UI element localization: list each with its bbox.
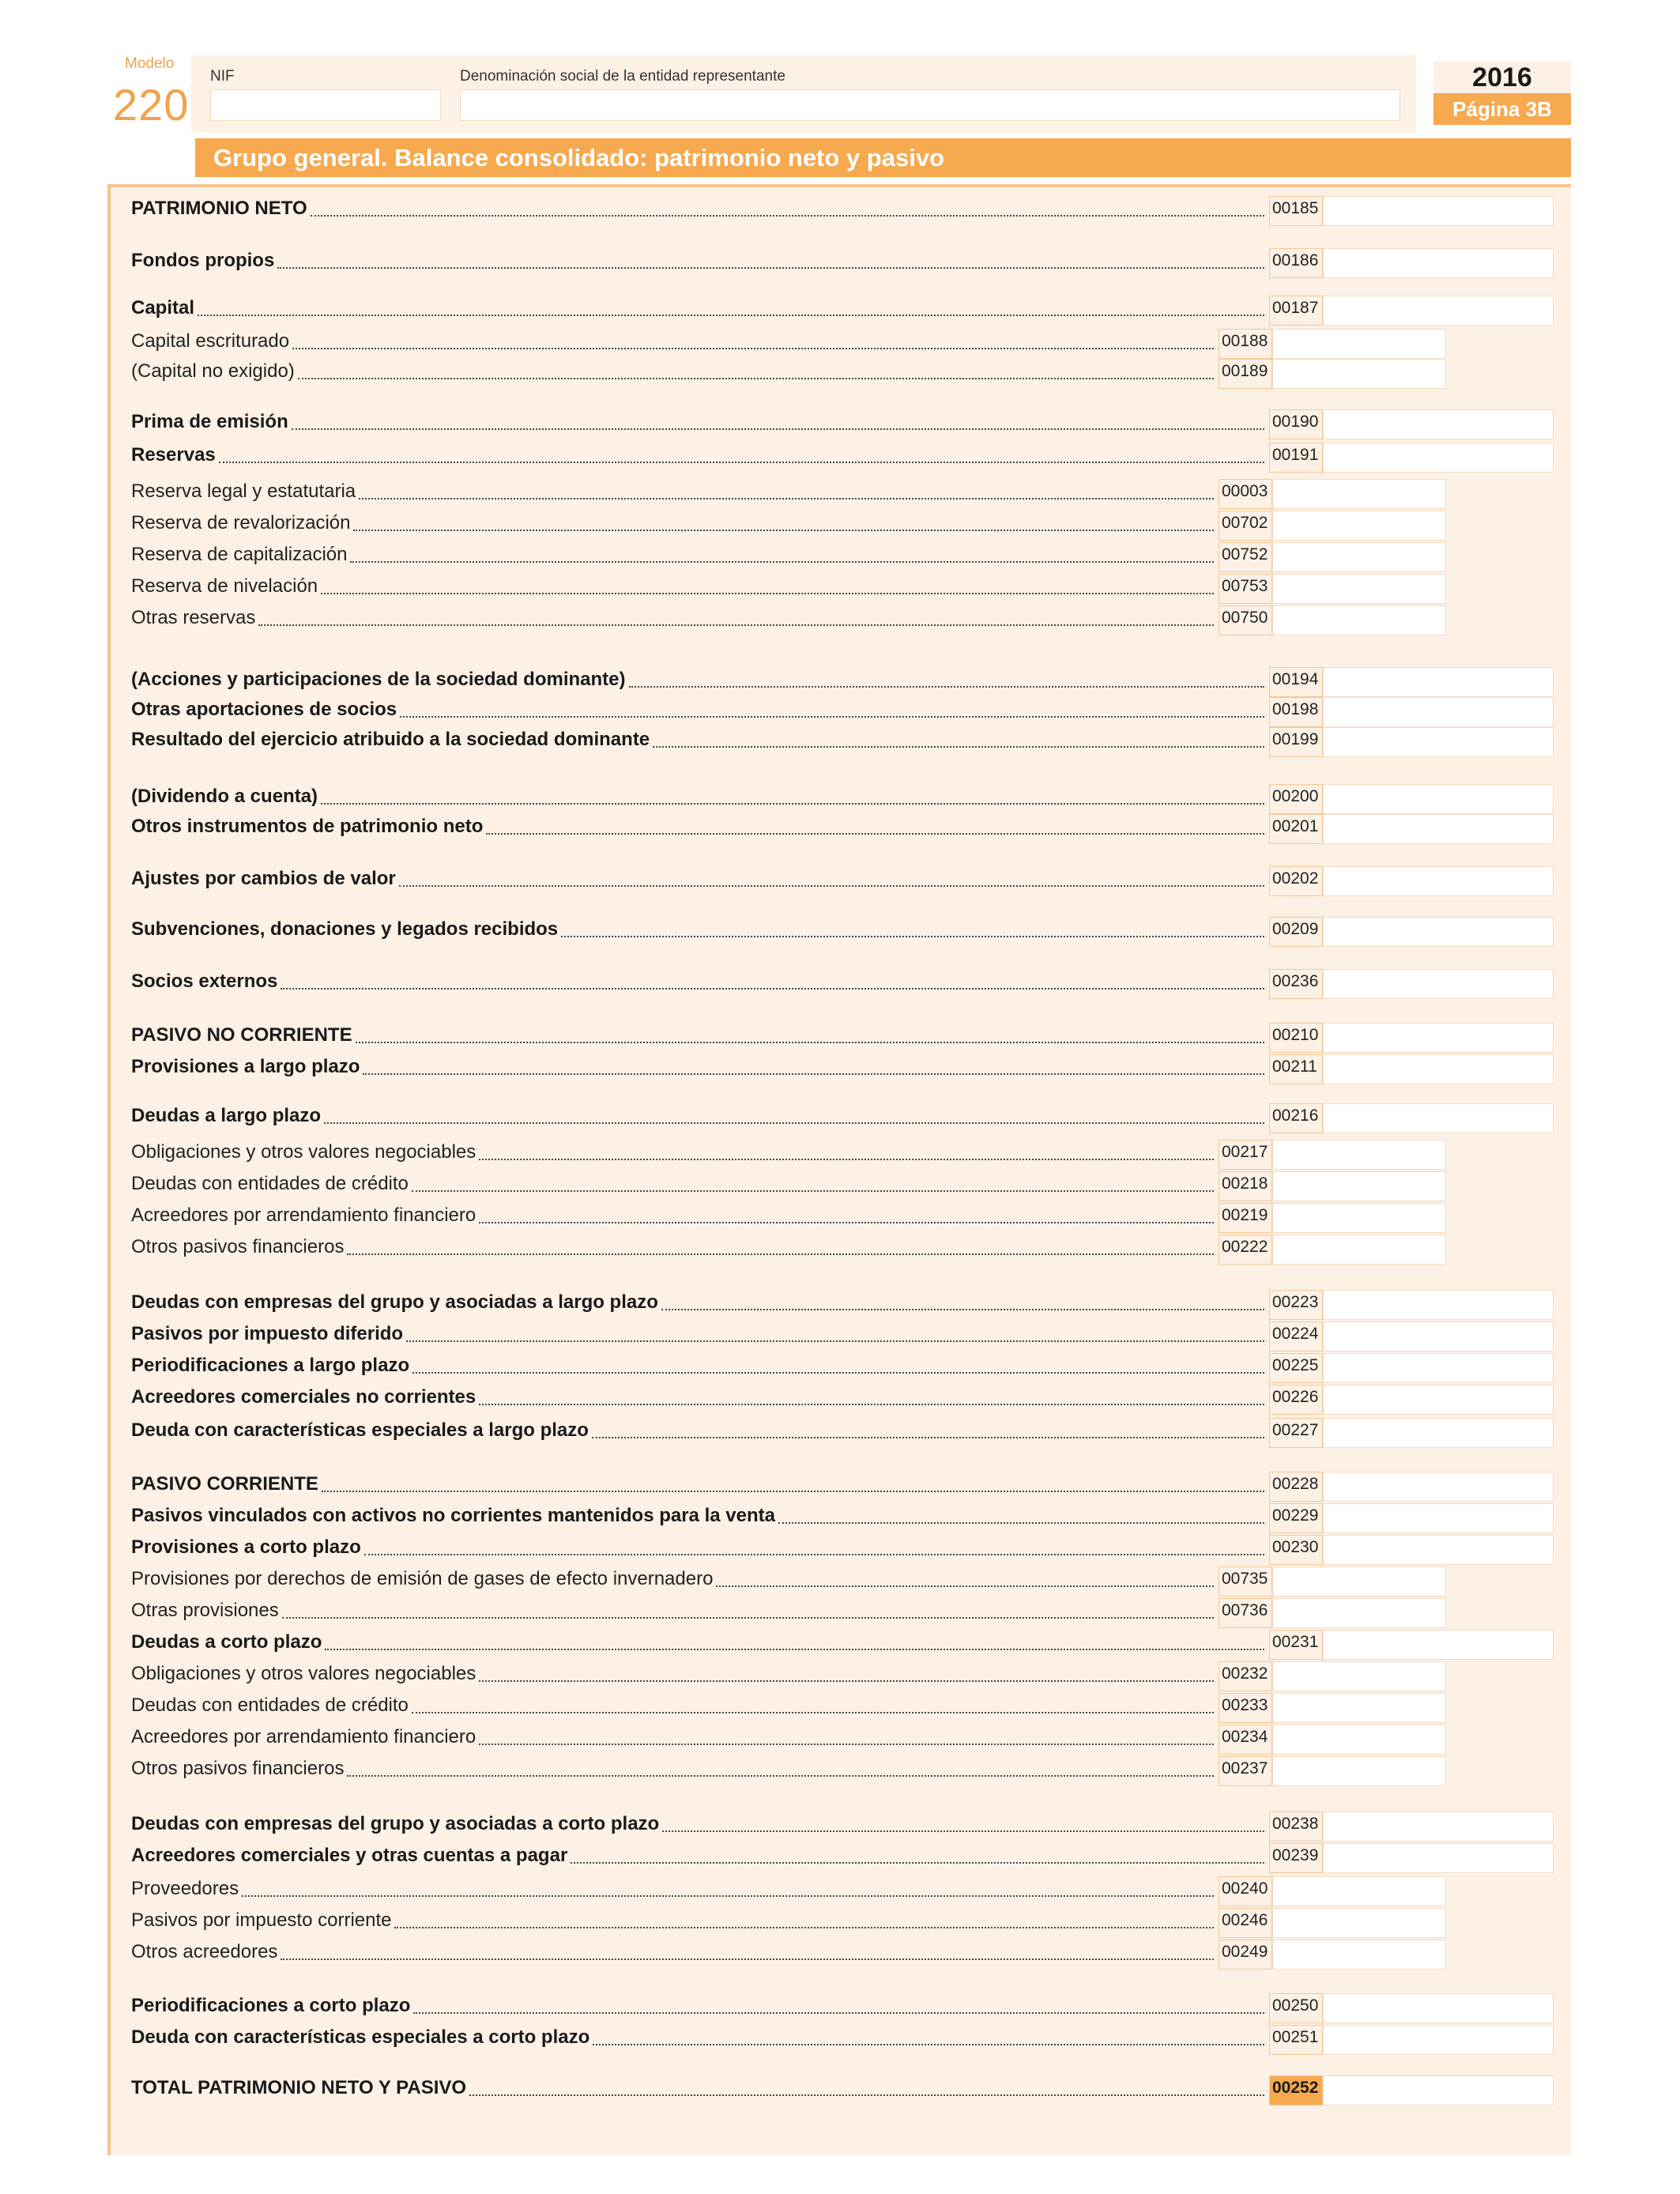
amount-field[interactable]: [1323, 196, 1554, 226]
form-row: [131, 1057, 1269, 1078]
row-label: Deuda con características especiales a largo plazo: [131, 1419, 589, 1441]
box-code: 00249: [1219, 1940, 1272, 1970]
leader-dots: [479, 1222, 1214, 1223]
box-code: 00199: [1269, 727, 1323, 757]
leader-dots: [321, 593, 1214, 594]
form-row: [131, 1879, 1219, 1900]
form-row: [131, 869, 1269, 890]
row-label: Reserva de capitalización: [131, 544, 348, 565]
amount-field[interactable]: [1323, 2075, 1554, 2105]
leader-dots: [363, 1073, 1264, 1075]
row-label: Resultado del ejercicio atribuido a la sociedad dominante: [131, 729, 650, 750]
box-code: 00239: [1269, 1843, 1323, 1873]
form-row: [131, 700, 1269, 721]
row-label: Deudas a corto plazo: [131, 1631, 322, 1653]
amount-field[interactable]: [1323, 784, 1554, 814]
amount-field[interactable]: [1272, 1598, 1446, 1628]
form-row: [131, 413, 1269, 433]
amount-field[interactable]: [1323, 1385, 1554, 1415]
row-label: Otras reservas: [131, 607, 256, 628]
form-row: [131, 1911, 1219, 1932]
row-label: PATRIMONIO NETO: [131, 198, 307, 219]
amount-field[interactable]: [1323, 814, 1554, 844]
amount-field[interactable]: [1272, 1140, 1446, 1170]
box-code: 00229: [1269, 1503, 1323, 1533]
nif-field[interactable]: [210, 89, 441, 121]
amount-field[interactable]: [1272, 1171, 1446, 1201]
leader-dots: [219, 462, 1264, 463]
form-row: [131, 446, 1269, 466]
row-label: PASIVO CORRIENTE: [131, 1473, 318, 1495]
leader-dots: [347, 1253, 1214, 1255]
form-row: [131, 1570, 1219, 1590]
form-row: [131, 1846, 1269, 1867]
leader-dots: [778, 1522, 1264, 1524]
row-label: Proveedores: [131, 1878, 239, 1899]
amount-field[interactable]: [1323, 1843, 1554, 1873]
form-row: [131, 1238, 1219, 1258]
row-label: Pasivos vinculados con activos no corrientes mantenidos para la venta: [131, 1505, 775, 1526]
leader-dots: [593, 2044, 1264, 2045]
row-label: Pasivos por impuesto corriente: [131, 1909, 392, 1931]
leader-dots: [258, 624, 1214, 626]
box-code: 00216: [1269, 1103, 1323, 1133]
row-label: Acreedores por arrendamiento financiero: [131, 1726, 477, 1747]
amount-field[interactable]: [1272, 329, 1446, 359]
form-row: [131, 1633, 1269, 1653]
amount-field[interactable]: [1323, 1418, 1554, 1448]
leader-dots: [479, 1680, 1214, 1682]
amount-field[interactable]: [1272, 1876, 1446, 1906]
amount-field[interactable]: [1272, 359, 1446, 389]
box-code: 00251: [1269, 2025, 1323, 2055]
amount-field[interactable]: [1323, 667, 1554, 697]
form-row: [131, 251, 1269, 272]
box-code: 00237: [1219, 1756, 1272, 1786]
row-label: Fondos propios: [131, 250, 275, 271]
box-code: 00226: [1269, 1385, 1323, 1415]
leader-dots: [198, 315, 1264, 316]
box-code: 00218: [1219, 1171, 1272, 1201]
amount-field[interactable]: [1323, 1630, 1554, 1660]
box-code: 00187: [1269, 296, 1323, 326]
form-row: [131, 199, 1269, 220]
amount-field[interactable]: [1272, 605, 1446, 635]
form-row: [131, 1356, 1269, 1377]
row-label: Acreedores comerciales y otras cuentas a pagar: [131, 1845, 568, 1866]
box-code: 00750: [1219, 605, 1272, 635]
page-badge: Página 3B: [1433, 93, 1571, 125]
leader-dots: [469, 2094, 1264, 2096]
amount-field[interactable]: [1323, 697, 1554, 727]
amount-field[interactable]: [1323, 1993, 1554, 2023]
box-code: 00201: [1269, 814, 1323, 844]
form-row: [131, 1696, 1219, 1717]
box-code: 00191: [1269, 443, 1323, 473]
amount-field[interactable]: [1272, 1661, 1446, 1691]
box-code: 00194: [1269, 667, 1323, 697]
box-code: 00752: [1219, 542, 1272, 572]
form-row: [131, 1206, 1219, 1227]
amount-field[interactable]: [1323, 1811, 1554, 1842]
form-row: [131, 1106, 1269, 1127]
row-label: (Dividendo a cuenta): [131, 786, 318, 807]
box-code: 00188: [1219, 329, 1272, 359]
amount-field[interactable]: [1272, 1235, 1446, 1265]
row-label: Otros pasivos financieros: [131, 1758, 345, 1779]
amount-field[interactable]: [1272, 1908, 1446, 1938]
form-row: [131, 817, 1269, 838]
leader-dots: [662, 1830, 1264, 1832]
box-code: 00198: [1269, 697, 1323, 727]
form-row: [131, 609, 1219, 629]
box-code: 00735: [1219, 1566, 1272, 1596]
amount-field[interactable]: [1323, 1103, 1554, 1133]
leader-dots: [298, 378, 1214, 379]
form-row: [131, 514, 1219, 534]
row-label: Reserva de nivelación: [131, 575, 318, 597]
leader-dots: [292, 348, 1214, 349]
form-row: [131, 1388, 1269, 1408]
amount-field[interactable]: [1323, 2025, 1554, 2055]
box-code: 00189: [1219, 359, 1272, 389]
leader-dots: [406, 1340, 1264, 1342]
row-label: TOTAL PATRIMONIO NETO Y PASIVO: [131, 2077, 467, 2098]
amount-field[interactable]: [1272, 542, 1446, 572]
row-label: Pasivos por impuesto diferido: [131, 1323, 404, 1344]
amount-field[interactable]: [1323, 1290, 1554, 1320]
leader-dots: [716, 1585, 1214, 1587]
row-label: Reservas: [131, 444, 216, 466]
form-row: [131, 1728, 1219, 1748]
row-label: Ajustes por cambios de valor: [131, 868, 396, 889]
form-row: [131, 1943, 1219, 1963]
box-code: 00234: [1219, 1725, 1272, 1755]
row-label: Reserva legal y estatutaria: [131, 481, 356, 502]
row-label: Acreedores por arrendamiento financiero: [131, 1204, 477, 1226]
amount-field[interactable]: [1323, 296, 1554, 326]
leader-dots: [353, 530, 1214, 531]
row-label: Provisiones a corto plazo: [131, 1536, 361, 1558]
box-code: 00209: [1269, 917, 1323, 947]
form-row: [131, 299, 1269, 319]
leader-dots: [322, 1491, 1264, 1492]
amount-field[interactable]: [1272, 574, 1446, 604]
row-label: Otros acreedores: [131, 1941, 278, 1962]
amount-field[interactable]: [1323, 443, 1554, 473]
box-code: 00225: [1269, 1353, 1323, 1383]
amount-field[interactable]: [1272, 1756, 1446, 1786]
amount-field[interactable]: [1323, 866, 1554, 896]
form-row: [131, 1421, 1269, 1442]
form-row: [131, 1664, 1219, 1685]
amount-field[interactable]: [1323, 917, 1554, 947]
box-code: 00753: [1219, 574, 1272, 604]
box-code: 00224: [1269, 1321, 1323, 1351]
box-code: 00238: [1269, 1811, 1323, 1842]
row-label: Deudas con empresas del grupo y asociadas a largo plazo: [131, 1291, 658, 1313]
leader-dots: [311, 215, 1264, 217]
denominacion-label: Denominación social de la entidad representante: [460, 68, 785, 85]
leader-dots: [412, 1372, 1264, 1374]
box-code: 00210: [1269, 1023, 1323, 1053]
modelo-number: 220: [113, 80, 190, 130]
leader-dots: [364, 1554, 1264, 1555]
row-label: Capital: [131, 297, 195, 319]
row-label: Otros instrumentos de patrimonio neto: [131, 816, 484, 837]
amount-field[interactable]: [1323, 1472, 1554, 1502]
leader-dots: [324, 1122, 1264, 1124]
box-code: 00200: [1269, 784, 1323, 814]
box-code: 00252: [1269, 2075, 1323, 2105]
form-row: [131, 1996, 1269, 2017]
box-code: 00702: [1219, 511, 1272, 541]
row-label: Deuda con características especiales a corto plazo: [131, 2026, 590, 2048]
leader-dots: [321, 803, 1264, 805]
box-code: 00233: [1219, 1693, 1272, 1723]
box-code: 00211: [1269, 1054, 1323, 1084]
box-code: 00230: [1269, 1535, 1323, 1565]
form-row: [131, 482, 1219, 503]
form-row: [131, 1293, 1269, 1314]
amount-field[interactable]: [1323, 1054, 1554, 1084]
leader-dots: [347, 1775, 1214, 1777]
form-row: [131, 1759, 1219, 1780]
leader-dots: [479, 1404, 1264, 1405]
leader-dots: [486, 833, 1264, 835]
box-code: 00246: [1219, 1908, 1272, 1938]
leader-dots: [281, 988, 1264, 990]
box-code: 00219: [1219, 1203, 1272, 1233]
form-row: [131, 2028, 1269, 2049]
box-code: 00232: [1219, 1661, 1272, 1691]
row-label: Otras provisiones: [131, 1600, 279, 1621]
nif-label: NIF: [210, 68, 235, 85]
row-label: (Capital no exigido): [131, 360, 295, 382]
form-row: [131, 972, 1269, 993]
leader-dots: [629, 686, 1264, 688]
amount-field[interactable]: [1323, 248, 1554, 278]
form-row: [131, 1506, 1269, 1527]
amount-field[interactable]: [1323, 1321, 1554, 1351]
row-label: Obligaciones y otros valores negociables: [131, 1141, 477, 1163]
leader-dots: [359, 498, 1214, 499]
leader-dots: [325, 1649, 1264, 1650]
row-label: Deudas a largo plazo: [131, 1105, 322, 1126]
box-code: 00190: [1269, 409, 1323, 439]
box-code: 00003: [1219, 479, 1272, 509]
form-row: [131, 362, 1219, 383]
leader-dots: [282, 1617, 1214, 1619]
amount-field[interactable]: [1323, 727, 1554, 757]
row-label: Prima de emisión: [131, 411, 288, 432]
row-label: Deudas con entidades de crédito: [131, 1173, 409, 1194]
leader-dots: [242, 1895, 1214, 1897]
leader-dots: [277, 267, 1264, 269]
box-code: 00223: [1269, 1290, 1323, 1320]
form-row: [131, 1475, 1269, 1495]
amount-field[interactable]: [1272, 1725, 1446, 1755]
leader-dots: [350, 561, 1214, 563]
row-label: Otros pasivos financieros: [131, 1236, 345, 1257]
row-label: Provisiones por derechos de emisión de gases de efecto invernadero: [131, 1568, 714, 1589]
row-label: Otras aportaciones de socios: [131, 699, 397, 720]
amount-field[interactable]: [1272, 1203, 1446, 1233]
form-row: [131, 332, 1219, 352]
row-label: Periodificaciones a corto plazo: [131, 1995, 411, 2016]
leader-dots: [592, 1437, 1264, 1438]
amount-field[interactable]: [1323, 1023, 1554, 1053]
row-label: PASIVO NO CORRIENTE: [131, 1024, 352, 1046]
box-code: 00227: [1269, 1418, 1323, 1448]
row-label: Deudas con empresas del grupo y asociadas a corto plazo: [131, 1813, 660, 1834]
leader-dots: [412, 1190, 1214, 1192]
form-row: [131, 1026, 1269, 1046]
box-code: 00240: [1219, 1876, 1272, 1906]
form-row: [131, 577, 1219, 598]
leader-dots: [479, 1744, 1214, 1745]
box-code: 00236: [1269, 969, 1323, 999]
row-label: Obligaciones y otros valores negociables: [131, 1663, 477, 1684]
year-badge: 2016: [1433, 62, 1571, 93]
form-row: [131, 1815, 1269, 1835]
form-row: [131, 1143, 1219, 1163]
form-row: [131, 920, 1269, 941]
form-row: [131, 2079, 1269, 2099]
row-label: Socios externos: [131, 971, 278, 992]
modelo-label: Modelo: [125, 55, 175, 72]
form-row: [131, 545, 1219, 566]
amount-field[interactable]: [1272, 1566, 1446, 1596]
form-row: [131, 1174, 1219, 1195]
row-label: Reserva de revalorización: [131, 512, 351, 533]
leader-dots: [661, 1309, 1264, 1310]
leader-dots: [281, 1958, 1214, 1960]
leader-dots: [399, 885, 1264, 887]
form-row: [131, 1601, 1219, 1622]
amount-field[interactable]: [1323, 1353, 1554, 1383]
row-label: (Acciones y participaciones de la sociedad dominante): [131, 669, 626, 690]
form-row: [131, 670, 1269, 691]
leader-dots: [571, 1862, 1264, 1864]
amount-field[interactable]: [1323, 1535, 1554, 1565]
form-row: [131, 787, 1269, 808]
form-row: [131, 730, 1269, 751]
form-row: [131, 1325, 1269, 1345]
leader-dots: [394, 1927, 1214, 1928]
box-code: 00217: [1219, 1140, 1272, 1170]
leader-dots: [356, 1042, 1264, 1043]
amount-field[interactable]: [1323, 969, 1554, 999]
box-code: 00202: [1269, 866, 1323, 896]
leader-dots: [412, 1712, 1214, 1713]
box-code: 00736: [1219, 1598, 1272, 1628]
amount-field[interactable]: [1272, 1693, 1446, 1723]
denominacion-field[interactable]: [460, 89, 1400, 121]
amount-field[interactable]: [1272, 1940, 1446, 1970]
box-code: 00186: [1269, 248, 1323, 278]
box-code: 00228: [1269, 1472, 1323, 1502]
leader-dots: [400, 716, 1264, 718]
row-label: Deudas con entidades de crédito: [131, 1695, 409, 1716]
amount-field[interactable]: [1323, 1503, 1554, 1533]
amount-field[interactable]: [1272, 479, 1446, 509]
box-code: 00185: [1269, 196, 1323, 226]
leader-dots: [479, 1159, 1214, 1160]
box-code: 00250: [1269, 1993, 1323, 2023]
row-label: Provisiones a largo plazo: [131, 1056, 360, 1077]
row-label: Capital escriturado: [131, 330, 290, 352]
row-label: Periodificaciones a largo plazo: [131, 1355, 410, 1376]
row-label: Subvenciones, donaciones y legados recibidos: [131, 918, 559, 940]
amount-field[interactable]: [1272, 511, 1446, 541]
leader-dots: [292, 428, 1264, 430]
page-title: Grupo general. Balance consolidado: patrimonio neto y pasivo: [213, 144, 944, 172]
leader-dots: [653, 746, 1264, 748]
leader-dots: [413, 2012, 1264, 2014]
row-label: Acreedores comerciales no corrientes: [131, 1386, 477, 1408]
box-code: 00222: [1219, 1235, 1272, 1265]
box-code: 00231: [1269, 1630, 1323, 1660]
leader-dots: [561, 936, 1264, 937]
form-row: [131, 1538, 1269, 1559]
amount-field[interactable]: [1323, 409, 1554, 439]
